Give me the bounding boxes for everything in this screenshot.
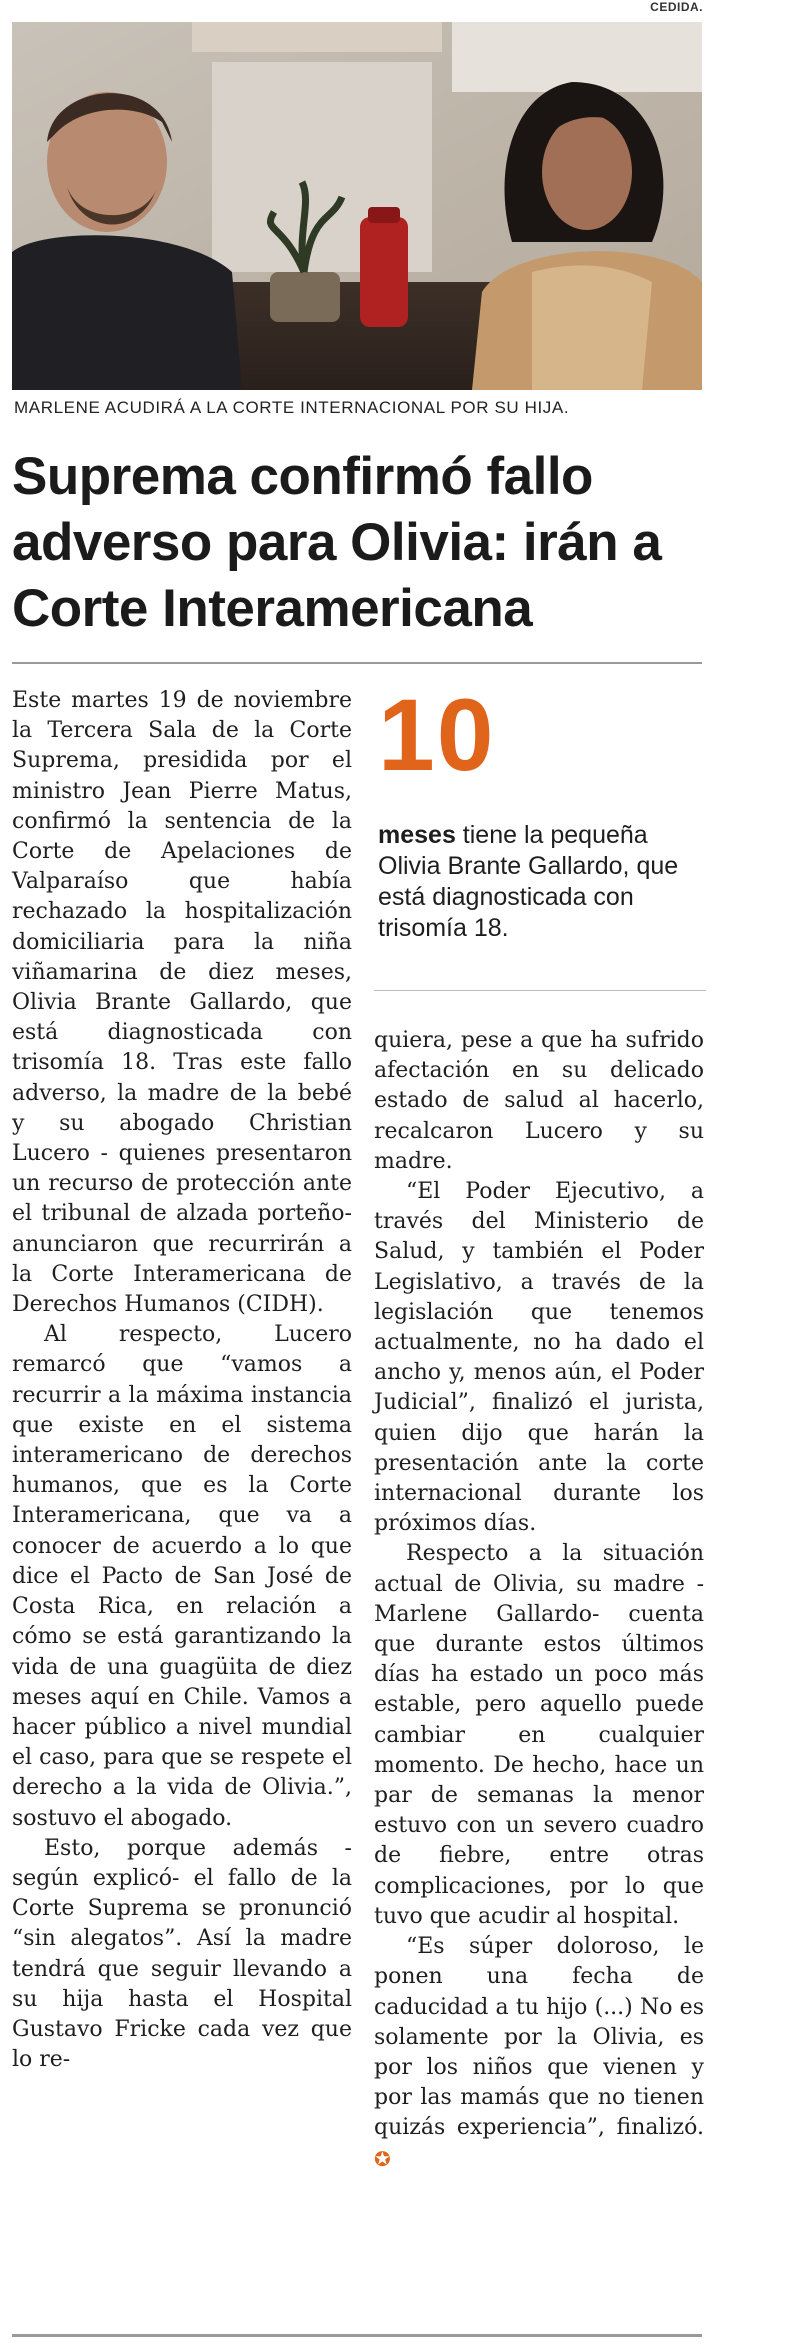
paragraph: “El Poder Ejecutivo, a través del Ministerio de Salud, y también el Poder Legislativo, a través de la legislación que tenemos actualmente, no ha dado el ancho y, menos aún, el Poder Judicial”, finalizó el jurista, quien dijo que harán la presentación ante la corte internacional durante los próximos días. [374,1179,704,1537]
photo-caption: MARLENE ACUDIRÁ A LA CORTE INTERNACIONAL POR SU HIJA. [14,398,570,417]
paragraph: Al respecto, Lucero remarcó que “vamos a recurrir a la máxima instancia que existe en el sistema interamericano de derechos humanos, que es la Corte Interamericana, que va a conocer de acuerdo a lo que dice el Pacto de San José de Costa Rica, en relación a cómo se está garantizando la vida de una guagüita de diez meses aquí en Chile. Vamos a hacer público a nivel mundial el caso, para que se respete el derecho a la vida de Olivia.”, sostuvo el abogado. [12,1322,352,1831]
article-column-1 [12,686,352,2075]
paragraph: quiera, pese a que ha sufrido afectación en su delicado estado de salud al hacerlo, recalcaron Lucero y su madre. [374,1028,704,1174]
photo-credit-cut: CEDIDA. [650,0,703,14]
article-photo [12,22,702,390]
end-of-article-icon: ✪ [374,2146,391,2171]
factbox-text [378,820,708,944]
article-column-2 [374,1026,704,2175]
photo-interview-icon [12,22,702,390]
paragraph [374,1932,704,2175]
paragraph: Respecto a la situación actual de Olivia, su madre -Marlene Gallardo- cuenta que durante estos últimos días ha estado un poco más estable, pero aquello puede cambiar en cualquier momento. De hecho, hace un par de semanas la menor estuvo con un severo cuadro de fiebre, entre otras complicaciones, por lo que tuvo que acudir al hospital. [374,1541,704,1929]
paragraph: Esto, porque además -según explicó- el fallo de la Corte Suprema se pronunció “sin alegatos”. Así la madre tendrá que seguir llevando a su hija hasta el Hospital Gustavo Fricke cada vez que lo re- [12,1835,352,2073]
factbox-keyword: meses [378,821,456,849]
factbox-number: 10 [378,678,496,792]
headline-divider [12,662,702,664]
factbox-body: tiene la pequeña Olivia Brante Gallardo, que está diagnosticada con trisomía 18. [378,821,679,942]
factbox-divider [374,990,706,991]
paragraph-text: “Es súper doloroso, le ponen una fecha de caducidad a tu hijo (...) No es solamente por la Olivia, es por los niños que vienen y por las mamás que no tienen quizás experiencia”, finalizó. [374,1934,704,2141]
bottom-divider [12,2334,702,2337]
paragraph: Este martes 19 de noviembre la Tercera Sala de la Corte Suprema, presidida por el ministro Jean Pierre Matus, confirmó la sentencia de la Corte de Apelaciones de Valparaíso que había rechazado la hospitalización domiciliaria para la niña viñamarina de diez meses, Olivia Brante Gallardo, que está diagnosticada con trisomía 18. Tras este fallo adverso, la madre de la bebé y su abogado Christian Lucero - quienes presentaron un recurso de protección ante el tribunal de alzada porteño- anunciaron que recurrirán a la Corte Interamericana de Derechos Humanos (CIDH). [12,688,352,1318]
article-headline: Suprema confirmó fallo adverso para Olivia: irán a Corte Interamericana [12,447,662,638]
